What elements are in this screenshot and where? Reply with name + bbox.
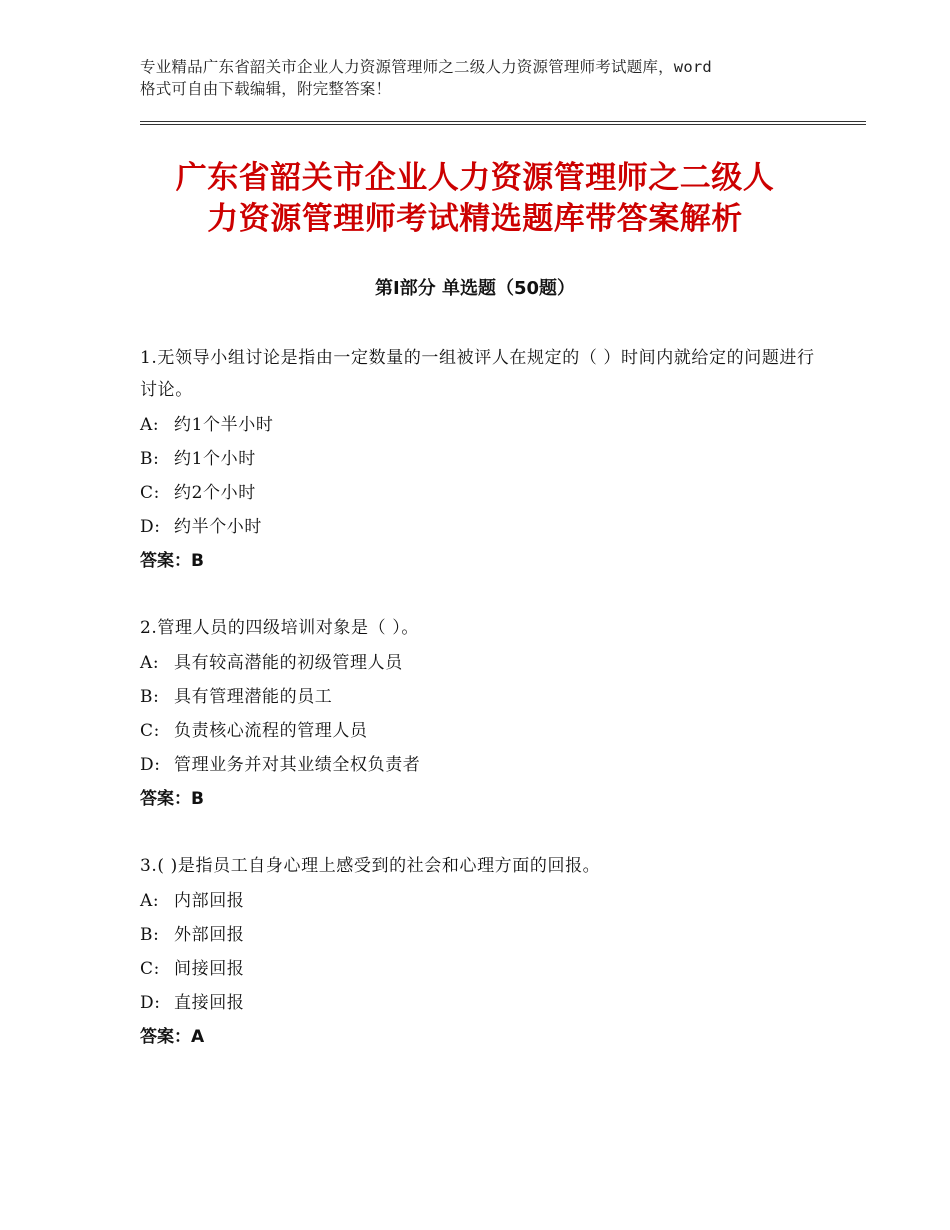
option-letter: A: (140, 653, 160, 673)
document-title-line-2: 力资源管理师考试精选题库带答案解析 (207, 201, 743, 237)
option-text: 约1个小时 (174, 449, 256, 469)
question-stem: 3.( )是指员工自身心理上感受到的社会和心理方面的回报。 (140, 856, 601, 876)
option-letter: C: (140, 959, 160, 979)
option-a (140, 884, 820, 918)
option-letter: B: (140, 449, 160, 469)
question-stem: 1.无领导小组讨论是指由一定数量的一组被评人在规定的（ ）时间内就给定的问题进行讨论。 (140, 348, 815, 400)
header-divider-top (140, 121, 866, 122)
option-c (140, 714, 820, 748)
section-title: 第Ⅰ部分 单选题（50题） (374, 278, 575, 299)
option-a (140, 408, 820, 442)
option-text: 约半个小时 (174, 517, 262, 537)
option-letter: D: (140, 517, 161, 537)
question-stem: 2.管理人员的四级培训对象是（ ）。 (140, 618, 419, 638)
option-text: 管理业务并对其业绩全权负责者 (174, 755, 421, 775)
document-title (100, 158, 850, 240)
option-text: 具有管理潜能的员工 (174, 687, 333, 707)
option-text: 负责核心流程的管理人员 (174, 721, 368, 741)
option-b (140, 442, 820, 476)
option-text: 具有较高潜能的初级管理人员 (174, 653, 403, 673)
option-text: 外部回报 (174, 925, 245, 945)
option-d (140, 510, 820, 544)
option-d (140, 748, 820, 782)
question-2 (140, 612, 820, 816)
header-divider-bottom (140, 124, 866, 125)
option-text: 直接回报 (174, 993, 245, 1013)
option-text: 间接回报 (174, 959, 245, 979)
header-note (140, 56, 830, 100)
option-b (140, 918, 820, 952)
option-text: 约2个小时 (174, 483, 256, 503)
option-text: 约1个半小时 (174, 415, 274, 435)
header-note-line-2: 格式可自由下载编辑，附完整答案！ (140, 80, 392, 98)
option-d (140, 986, 820, 1020)
header-note-line-1: 专业精品广东省韶关市企业人力资源管理师之二级人力资源管理师考试题库，word (140, 58, 712, 76)
answer-label: 答案：B (140, 789, 204, 809)
option-text: 内部回报 (174, 891, 245, 911)
question-1 (140, 342, 820, 578)
option-letter: D: (140, 755, 161, 775)
answer-label: 答案：B (140, 551, 204, 571)
option-letter: C: (140, 483, 160, 503)
answer-label: 答案：A (140, 1027, 205, 1047)
option-c (140, 952, 820, 986)
option-letter: A: (140, 415, 160, 435)
option-letter: B: (140, 687, 160, 707)
option-letter: C: (140, 721, 160, 741)
question-3 (140, 850, 820, 1054)
option-letter: A: (140, 891, 160, 911)
option-letter: D: (140, 993, 161, 1013)
option-a (140, 646, 820, 680)
option-b (140, 680, 820, 714)
option-letter: B: (140, 925, 160, 945)
document-title-line-1: 广东省韶关市企业人力资源管理师之二级人 (175, 160, 775, 196)
question-list (140, 342, 820, 1088)
option-c (140, 476, 820, 510)
